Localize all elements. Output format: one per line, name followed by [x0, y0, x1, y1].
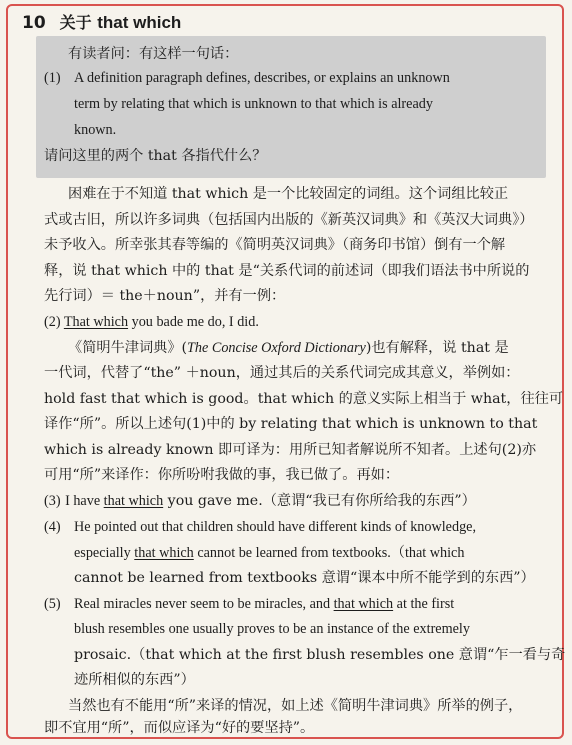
ex5-line-2: blush resembles one usually proves to be an instance of the extremely: [74, 621, 470, 637]
ex3-part-b: you gave me.（意谓“我已有你所给我的东西”）: [163, 493, 476, 509]
example-3: [44, 491, 476, 511]
section-title: [60, 10, 182, 33]
p3-line-2: 即不宜用“所”，而似应译为“好的要坚持”。: [44, 720, 315, 736]
ex1-line-2: term by relating that which is unknown to that which is already: [74, 96, 433, 112]
p1-line-2: 式或古旧，所以许多词典（包括国内出版的《新英汉词典》和《英汉大词典》）: [44, 212, 534, 228]
question-ask: 请问这里的两个 that 各指代什么？: [44, 148, 267, 164]
p1-line-3: 未予收入。所幸张其春等编的《简明英汉词典》（商务印书馆）倒有一个解: [44, 237, 506, 253]
ex3-number: (3): [44, 493, 61, 509]
p2-part-b: )也有解释，说 that 是: [365, 340, 509, 356]
p2-line-1: [68, 338, 509, 358]
ex3-underlined: that which: [103, 493, 164, 509]
p2-part-a: 《简明牛津词典》(: [68, 340, 188, 356]
ex5-line-1: [74, 594, 454, 614]
ex4-line-2: [74, 543, 464, 563]
ex4-underlined: that which: [134, 545, 194, 561]
ex5-part-a: Real miracles never seem to be miracles, and: [74, 596, 334, 612]
title-prefix: 关于: [59, 13, 98, 32]
p1-line-1: 困难在于不知道 that which 是一个比较固定的词组。这个词组比较正: [68, 186, 509, 202]
ex5-underlined: that which: [333, 596, 394, 612]
ex3-part-a: I have: [65, 493, 104, 509]
ex2-number: (2): [44, 314, 61, 330]
p2-line-2: 一代词，代替了“the” ＋noun，通过其后的关系代词完成其意义，举例如：: [44, 365, 520, 381]
ex5-line-4: 迹所相似的东西”）: [74, 672, 195, 688]
example-2: [44, 312, 259, 332]
p2-line-3: hold fast that which is good。that which 的意义实际上相当于 what，往往可: [44, 391, 564, 407]
p2-line-4: 译作“所”。所以上述句(1)中的 by relating that which is unknown to that: [44, 416, 538, 432]
dictionary-title: The Concise Oxford Dictionary: [187, 340, 366, 356]
ex1-line-3: known.: [74, 122, 117, 138]
ex5-number: (5): [44, 596, 61, 612]
ex2-rest: you bade me do, I did.: [128, 314, 259, 330]
ex4-line-1: He pointed out that children should have different kinds of knowledge,: [74, 519, 477, 535]
section-heading: [22, 10, 181, 36]
ex5-part-b: at the first: [393, 596, 455, 612]
ex4-line-3: cannot be learned from textbooks 意谓“课本中所不能学到的东西”）: [74, 570, 535, 586]
title-term: that which: [97, 13, 182, 32]
p2-line-6: 可用“所”来译作：你所吩咐我做的事，我已做了。再如：: [44, 467, 400, 483]
p3-line-1: 当然也有不能用“所”来译的情况，如上述《简明牛津词典》所举的例子，: [68, 698, 523, 714]
ex4-part-a: especially: [74, 545, 135, 561]
p2-line-5: which is already known 即可译为：用所已知者解说所不知者。上述句(2)亦: [44, 442, 537, 458]
section-number: 10: [22, 13, 46, 33]
question-intro: 有读者问：有这样一句话：: [68, 46, 239, 62]
ex5-line-3: prosaic.（that which at the first blush resembles one 意谓“乍一看与奇: [74, 647, 566, 663]
ex1-number: (1): [44, 70, 61, 86]
ex4-part-b: cannot be learned from textbooks.（that which: [193, 545, 465, 561]
p1-line-4: 释，说 that which 中的 that 是“关系代词的前述词（即我们语法书中所说的: [44, 263, 530, 279]
ex4-number: (4): [44, 519, 61, 535]
p1-line-5: 先行词）＝ the＋noun”，并有一例：: [44, 288, 286, 304]
ex1-line-1: A definition paragraph defines, describes, or explains an unknown: [74, 70, 450, 86]
ex2-underlined: That which: [63, 314, 129, 330]
